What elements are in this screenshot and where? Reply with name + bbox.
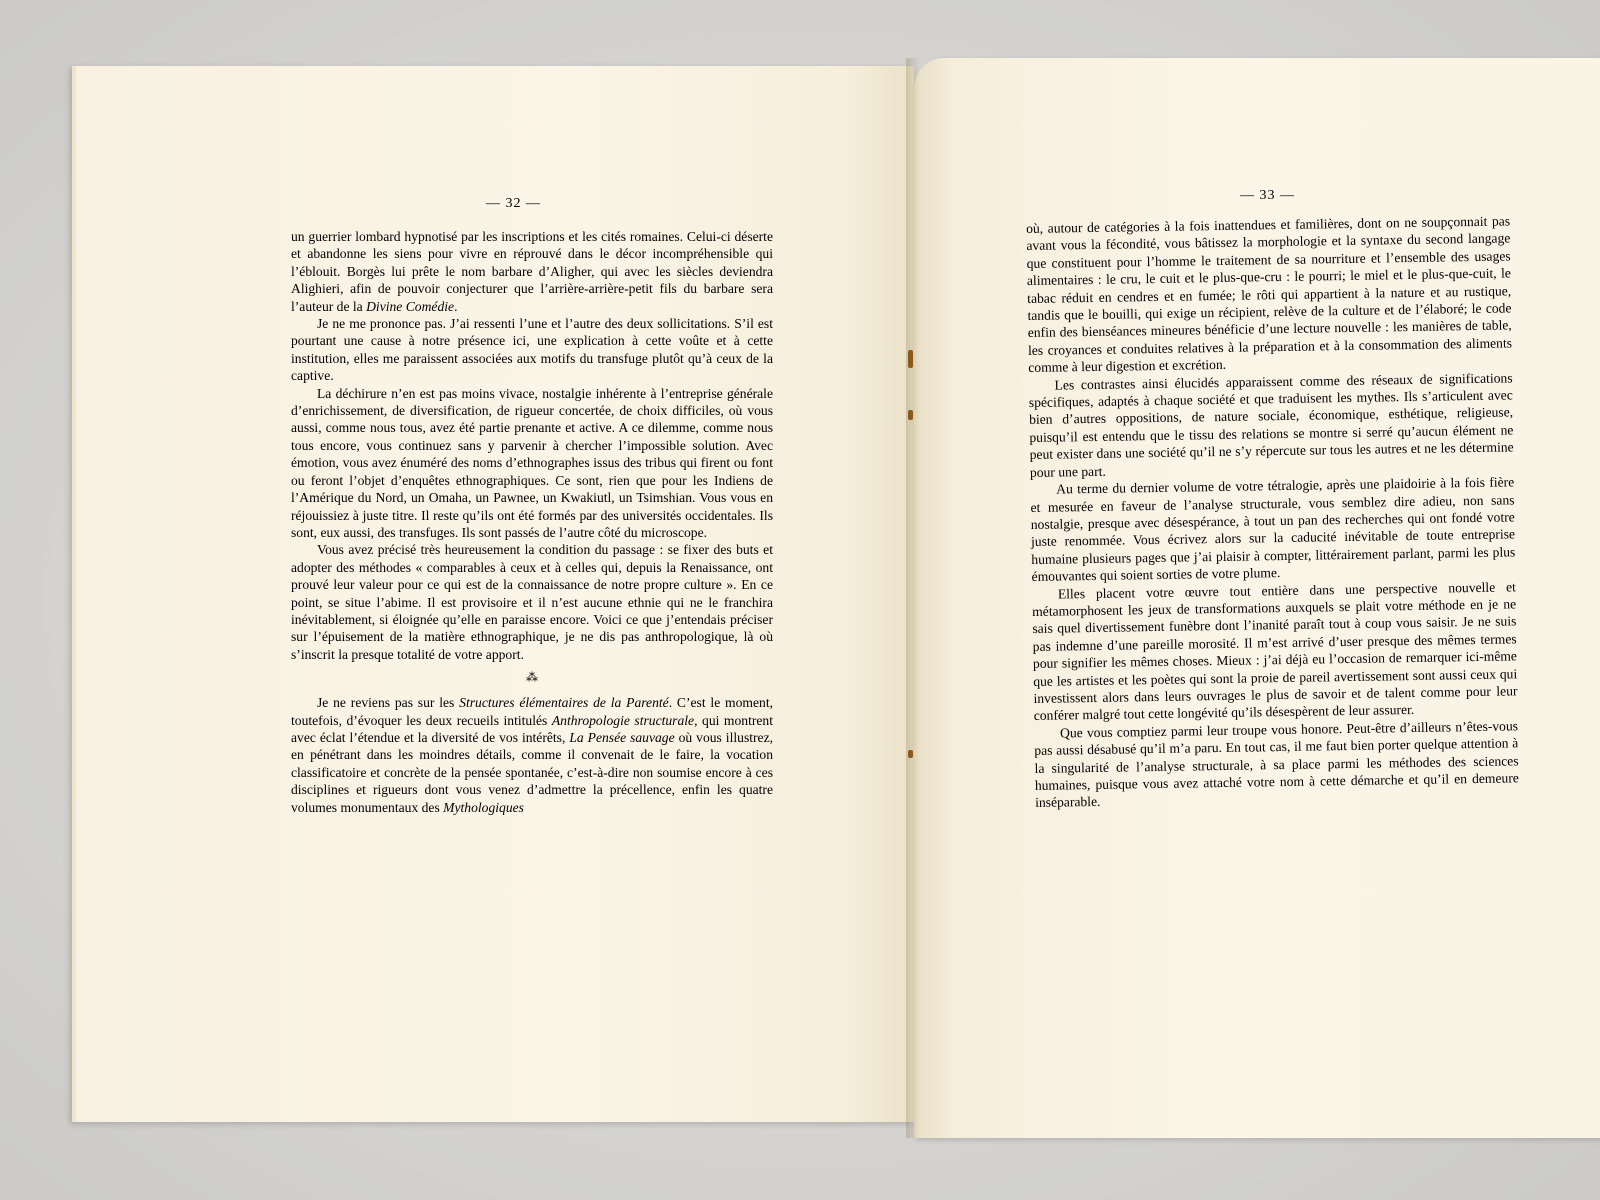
paragraph	[291, 315, 773, 385]
gutter-stain-marks	[908, 340, 914, 860]
text-segment: Je ne me prononce pas. J’ai ressenti l’une et l’autre des deux sollicitations. S’il est pourtant une cause à notre présence ici, une explication à cette voûte et à cette institution, elles me paraissent associées aux motifs du transfuge plutôt qu’à ceux de la captive.	[291, 316, 773, 384]
right-page-text	[1026, 212, 1519, 811]
italic-title: Mythologiques	[443, 799, 524, 815]
paragraph	[1028, 369, 1514, 481]
text-segment: Je ne reviens pas sur les	[317, 695, 460, 711]
paragraph	[1034, 717, 1519, 812]
gutter-stain	[908, 350, 913, 368]
text-segment: un guerrier lombard hypnotisé par les inscriptions et les cités romaines. Celui-ci déserte et abandonne les siens pour vivre en réprouvé dans le décor incompréhensible qui l’éblouit. Borgès lui prête le nom barbare d’Aligher, qui avec les siècles deviendra Alighieri, afin de pouvoir conjecturer que l’arrière-arrière-petit fils du barbare sera l’auteur de la	[291, 229, 773, 314]
text-segment: Vous avez précisé très heureusement la condition du passage : se fixer des buts et adopter des méthodes « comparables à ceux et à celles qui, depuis la Renaissance, ont prouvé leur valeur pour ce qui est de la connaissance de notre propre culture ». En ce point, se situe l’abime. Il est provisoire et il n’est aucune ethnie qui ne le franchira inévitablement, si éloignée qu’elle en paraisse encore. Voici ce que j’entendais préciser sur l’épuisement de la matière ethnographique, je ne dis pas anthropologique, là où s’inscrit la presque totalité de votre apport.	[291, 542, 773, 662]
paragraph	[1026, 212, 1512, 376]
left-page-text	[291, 228, 773, 816]
italic-title: La Pensée sauvage	[569, 729, 675, 745]
text-segment: . C’est le moment, toutefois, d’évoquer les deux recueils intitulés	[291, 695, 773, 728]
text-segment: .	[454, 298, 458, 314]
text-segment: Les contrastes ainsi élucidés apparaissent comme des réseaux de significations spécifiques, adaptés à chaque société et que traduisent les mythes. Ils s’articulent avec bien d’autres oppositions, de nature sociale, économique, esthétique, religieuse, puisqu’il est entendu que le tissu des relations se montre si serré qu’aucun élément ne peut exister dans une société qu’il ne s’y répercute sur tous les autres et ne les détermine pour une part.	[1028, 370, 1514, 480]
text-segment: Elles placent votre œuvre tout entière dans une perspective nouvelle et métamorphosent les jeux de transformations auxquels se plait votre méthode en je ne sais quel divertissement funèbre dont l’inanité paraît tout à coup vous saisir. Je ne suis pas indemne d’une pareille morosité. Il m’est arrivé d’user presque des mêmes termes pour signifier les mêmes choses. Mieux : j’ai déjà eu l’occasion de remarquer ici-même que les artistes et les poètes qui sont la proie de pareil avertissement sont aussi ceux qui investissent alors dans leurs ouvrages le plus de savoir et de talent comme pour leur conférer malgré tout cette longévité qu’ils désespèrent de leur assurer.	[1032, 578, 1518, 724]
paragraph	[1030, 473, 1516, 585]
paragraph	[291, 541, 773, 663]
paragraph	[1032, 578, 1518, 725]
gutter-stain	[908, 410, 913, 420]
paragraph	[291, 385, 773, 542]
paragraph	[291, 694, 773, 816]
italic-title: Structures élémentaires de la Parenté	[459, 695, 669, 711]
text-segment: La déchirure n’en est pas moins vivace, nostalgie inhérente à l’entreprise générale d’enrichissement, de diversification, de rigueur concertée, de choix difficiles, où vous aussi, comme nous tous, avez été partie prenante et active. A ce dilemme, comme nous tous encore, vous continuez sans y parvenir à chercher l’impossible solution. Avec émotion, vous avez énuméré des noms d’ethnographes issus des tribus qui firent ou font ou feront l’objet d’enquêtes ethnographiques. Ce sont, rien que pour les Indiens de l’Amérique du Nord, un Omaha, un Pawnee, un Kwakiutl, un Tsimshian. Vous vous en réjouissiez à juste titre. Il reste qu’ils ont été formés par des universités occidentales. Ils sont, eux aussi, des transfuges. Ils sont passés de l’autre côté du microscope.	[291, 385, 773, 540]
text-segment: Que vous comptiez parmi leur troupe vous honore. Peut-être d’ailleurs n’êtes-vous pas aussi désabusé qu’il m’a paru. En tout cas, il me faut bien porter quelque attention à la singularité de l’analyse structurale, à sa place parmi les méthodes des sciences humaines, puisque vous avez attaché votre nom à cette démarche et qu’il en demeure inséparable.	[1034, 718, 1519, 811]
italic-title: Divine Comédie	[366, 298, 455, 314]
section-separator: ⁂	[526, 670, 538, 685]
text-segment: où vous illustrez, en pénétrant dans les moindres détails, comme il convenait de le faire, la vocation classificatoire et concrète de la pensée spontanée, c’est-à-dire non soumise encore à ces disciplines et rigueurs dont vous venez d’admettre la précellence, enfin les quatre volumes monumentaux des	[291, 729, 773, 815]
text-segment: , qui montrent avec éclat l’étendue et la diversité de vos intérêts,	[291, 712, 774, 745]
text-segment: où, autour de catégories à la fois inattendues et familières, dont on ne soupçonnait pas avant vous la fécondité, vous bâtissez la morphologie et la syntaxe du second langage que constituent pour l’homme le traitement de sa nourriture et l’ensemble des usages alimentaires : le cru, le cuit et le plus-que-cru : le pourri; le miel et le plus-que-cuit, le tabac réduit en cendres et en fumée; le rôti qui appartient à la nature et au rustique, tandis que le bouilli, qui exige un récipient, relève de la culture et de l’élaboré; le code enfin des bienséances mineures bénéficie d’une lecture nouvelle : les manières de table, les croyances et conduites relatives à la préparation et à la consommation des aliments comme à leur digestion et excrétion.	[1026, 213, 1513, 376]
page-number-left: — 32 —	[486, 196, 541, 211]
paragraph	[291, 228, 773, 315]
page-number-right: — 33 —	[1240, 188, 1295, 203]
text-segment: Au terme du dernier volume de votre tétralogie, après une plaidoirie à la fois fière et mesurée en faveur de l’analyse structurale, vous semblez dire adieu, non sans nostalgie, presque avec désespérance, à tout un pan des recherches qui ont fondé votre juste renommée. Vous écrivez alors sur la caducité inévitable de toute entreprise humaine plusieurs pages que j’ai plaisir à compter, littérairement parlant, parmi les plus émouvantes qui soient sorties de votre plume.	[1030, 474, 1516, 585]
italic-title: Anthropologie structurale	[551, 712, 695, 728]
gutter-stain	[908, 750, 913, 758]
